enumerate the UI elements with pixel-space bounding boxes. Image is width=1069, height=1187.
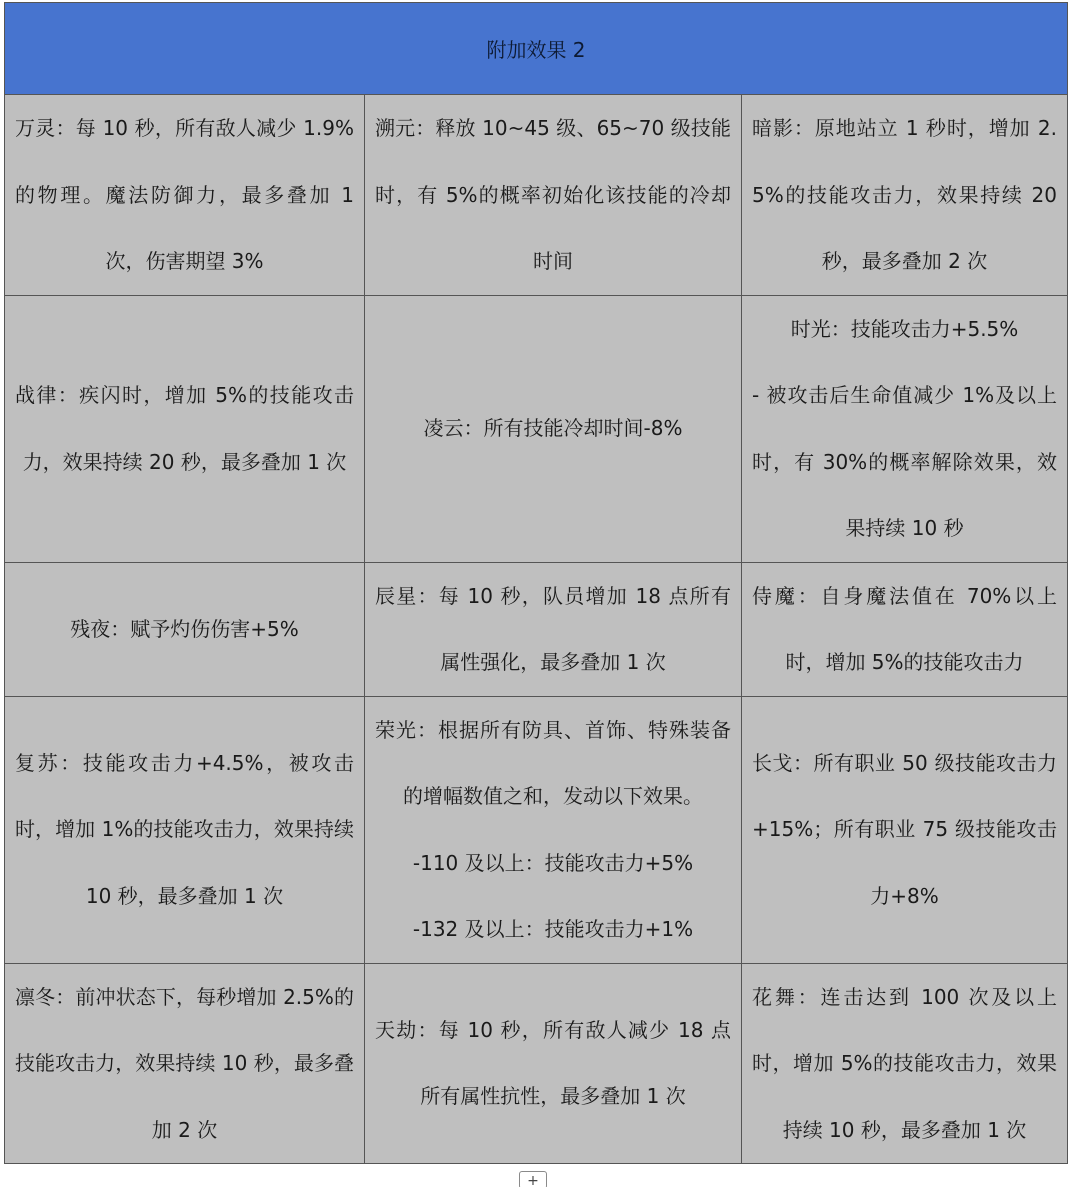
cell-line: -110 及以上：技能攻击力+5% [412,850,694,875]
table-cell [742,562,1068,696]
table-cell [365,562,742,696]
table-body [5,95,1068,1164]
cell-content [742,296,1067,562]
cell-content: 花舞：连击达到 100 次及以上时，增加 5%的技能攻击力，效果持续 10 秒，最多叠加 1 次 [752,984,1058,1142]
effects-table-container [4,2,1067,1164]
table-row [5,963,1068,1164]
table-header: 附加效果 2 [5,3,1068,95]
cell-line: 时光：技能攻击力+5.5% [790,316,1019,341]
cell-content: 残夜：赋予灼伤伤害+5% [70,616,299,641]
table-cell [365,696,742,963]
table-cell [5,295,365,562]
cell-content: 复苏：技能攻击力+4.5%，被攻击时，增加 1%的技能攻击力，效果持续 10 秒，最多叠加 1 次 [15,750,354,908]
cell-content: 长戈：所有职业 50 级技能攻击力+15%；所有职业 75 级技能攻击力+8% [752,750,1058,908]
cell-content: 辰星：每 10 秒，队员增加 18 点所有属性强化，最多叠加 1 次 [375,583,731,674]
cell-content: 天劫：每 10 秒，所有敌人减少 18 点所有属性抗性，最多叠加 1 次 [375,1017,731,1109]
cell-content: 万灵：每 10 秒，所有敌人减少 1.9%的物理。魔法防御力，最多叠加 1 次，伤害期望 3% [15,116,354,273]
cell-line: 荣光：根据所有防具、首饰、特殊装备的增幅数值之和，发动以下效果。 [375,717,731,808]
table-row [5,295,1068,562]
cell-content: 暗影：原地站立 1 秒时，增加 2.5%的技能攻击力，效果持续 20 秒，最多叠加 2 次 [752,116,1058,273]
table-row [5,562,1068,696]
table-row [5,696,1068,963]
cell-line: -132 及以上：技能攻击力+1% [412,917,694,941]
table-cell [742,295,1068,562]
cell-content: 凛冬：前冲状态下，每秒增加 2.5%的技能攻击力，效果持续 10 秒，最多叠加 2 次 [15,984,354,1142]
table-cell [5,562,365,696]
table-cell [5,963,365,1164]
cell-content [365,697,741,963]
cell-content: 侍魔：自身魔法值在 70%以上时，增加 5%的技能攻击力 [752,583,1058,674]
table-cell [365,295,742,562]
table-cell [5,95,365,296]
table-cell [742,95,1068,296]
table-cell [742,696,1068,963]
cell-content: 战律：疾闪时，增加 5%的技能攻击力，效果持续 20 秒，最多叠加 1 次 [15,383,354,474]
table-row [5,95,1068,296]
cell-line: - 被攻击后生命值减少 1%及以上时，有 30%的概率解除效果，效果持续 10 秒 [752,383,1058,540]
cell-content: 凌云：所有技能冷却时间-8% [423,416,683,441]
add-row-button[interactable]: + [519,1171,547,1187]
table-cell [365,963,742,1164]
table-cell [742,963,1068,1164]
table-cell [5,696,365,963]
cell-content: 溯元：释放 10~45 级、65~70 级技能时，有 5%的概率初始化该技能的冷却时间 [375,116,731,273]
effects-table [4,2,1068,1164]
table-cell [365,95,742,296]
